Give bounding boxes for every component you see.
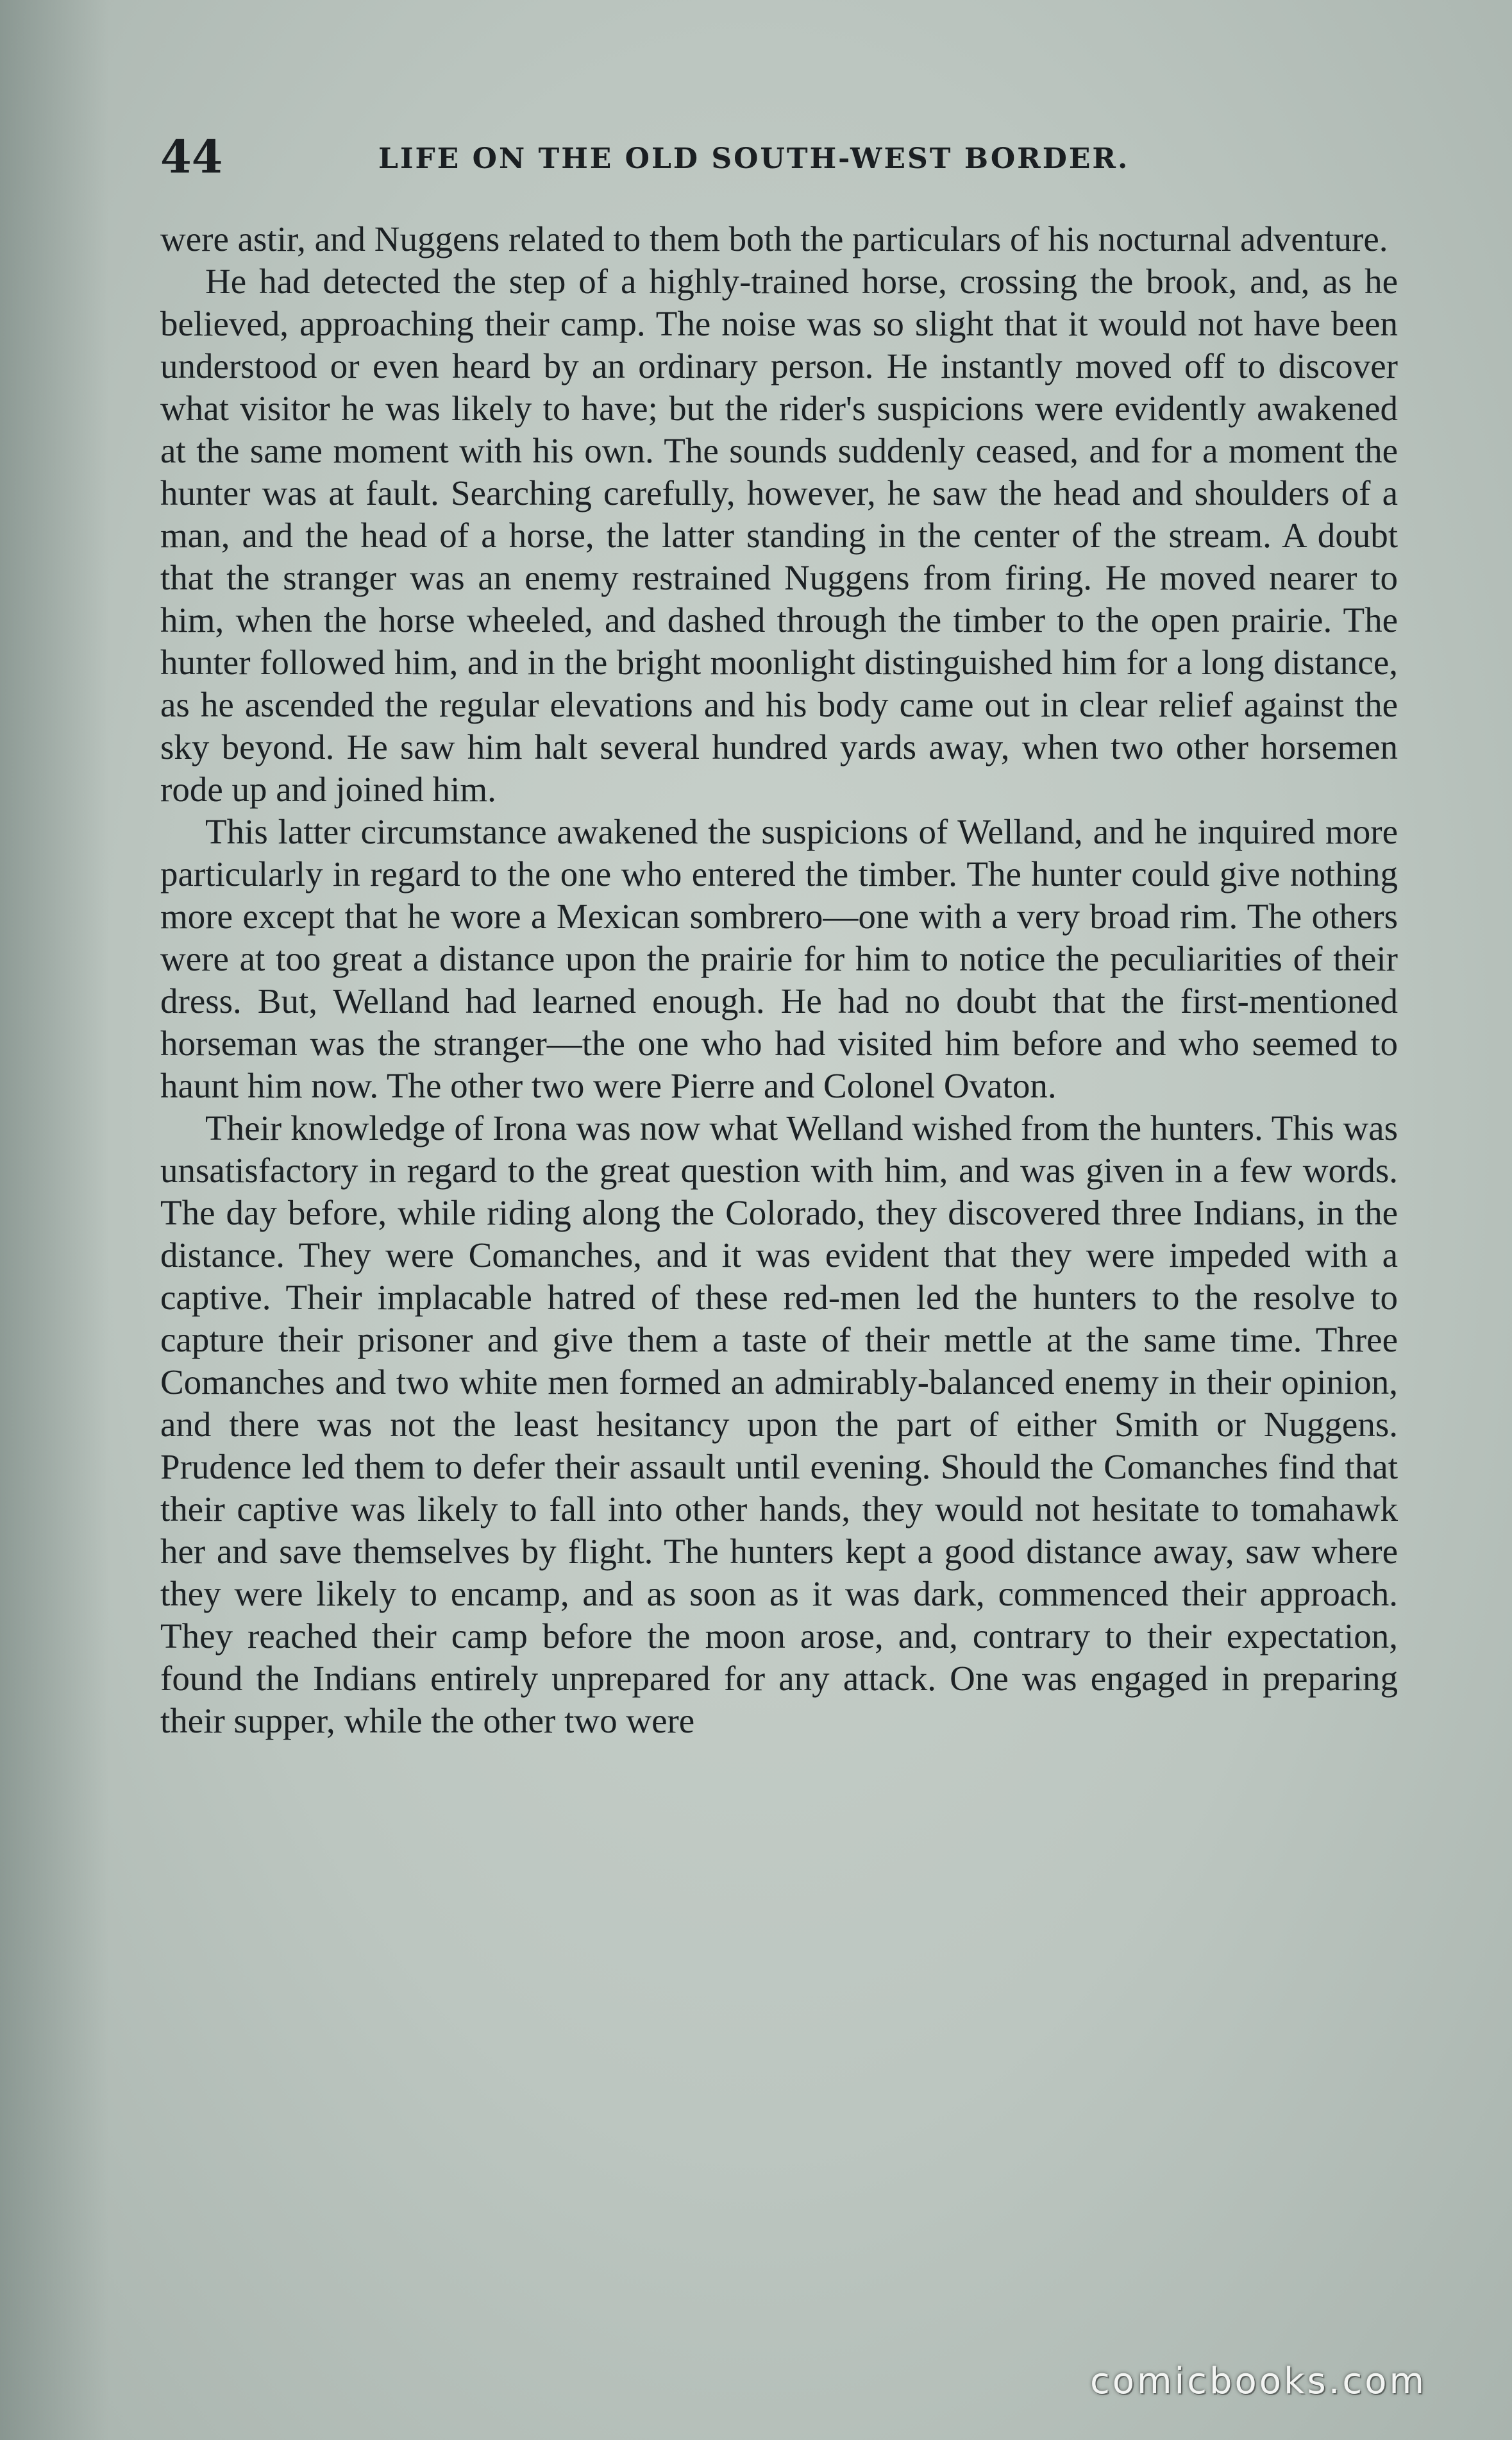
paragraph: Their knowledge of Irona was now what Welland wished from the hunters. This was unsatisfactory in regard to the great question with him, and was given in a few words. The day before, while riding along the Colorado, they discovered three Indians, in the distance. They were Comanches, and it was evident that they were impeded with a captive. Their implacable hatred of these red-men led the hunters to the resolve to capture their prisoner and give them a taste of their mettle at the same time. Three Comanches and two white men formed an admirably-balanced enemy in their opinion, and there was not the least hesitancy upon the part of either Smith or Nuggens. Prudence led them to defer their assault until evening. Should the Comanches find that their captive was likely to fall into other hands, they would not hesitate to tomahawk her and save themselves by flight. The hunters kept a good distance away, saw where they were likely to encamp, and as soon as it was dark, commenced their approach. They reached their camp before the moon arose, and, contrary to their expectation, found the Indians entirely unprepared for any attack. One was engaged in preparing their supper, while the other two were: [160, 1108, 1398, 1740]
body-text: [160, 218, 1398, 2335]
paragraph: were astir, and Nuggens related to them both the particulars of his nocturnal adventure.: [160, 219, 1388, 258]
paragraph: This latter circumstance awakened the suspicions of Welland, and he inquired more particularly in regard to the one who entered the timber. The hunter could give nothing more except that he wore a Mexican sombrero—one with a very broad rim. The others were at too great a distance upon the prairie for him to notice the peculiarities of their dress. But, Welland had learned enough. He had no doubt that the first-mentioned horseman was the stranger—the one who had visited him before and who seemed to haunt him now. The other two were Pierre and Colonel Ovaton.: [160, 812, 1398, 1105]
running-head: LIFE ON THE OLD SOUTH-WEST BORDER.: [378, 142, 1130, 175]
site-watermark: comicbooks.com: [1090, 2360, 1427, 2402]
page-edge-shadow: [0, 0, 109, 2440]
page-header: [160, 128, 1398, 186]
page-number: 44: [160, 130, 223, 183]
paragraph: He had detected the step of a highly-trained horse, crossing the brook, and, as he believed, approaching their camp. The noise was so slight that it would not have been understood or even heard by an ordinary person. He instantly moved off to discover what visitor he was likely to have; but the rider's suspicions were evidently awakened at the same moment with his own. The sounds suddenly ceased, and for a moment the hunter was at fault. Searching carefully, however, he saw the head and shoulders of a man, and the head of a horse, the latter standing in the center of the stream. A doubt that the stranger was an enemy restrained Nuggens from firing. He moved nearer to him, when the horse wheeled, and dashed through the timber to the open prairie. The hunter followed him, and in the bright moonlight distinguished him for a long distance, as he ascended the regular elevations and his body came out in clear relief against the sky beyond. He saw him halt several hundred yards away, when two other horsemen rode up and joined him.: [160, 262, 1398, 809]
